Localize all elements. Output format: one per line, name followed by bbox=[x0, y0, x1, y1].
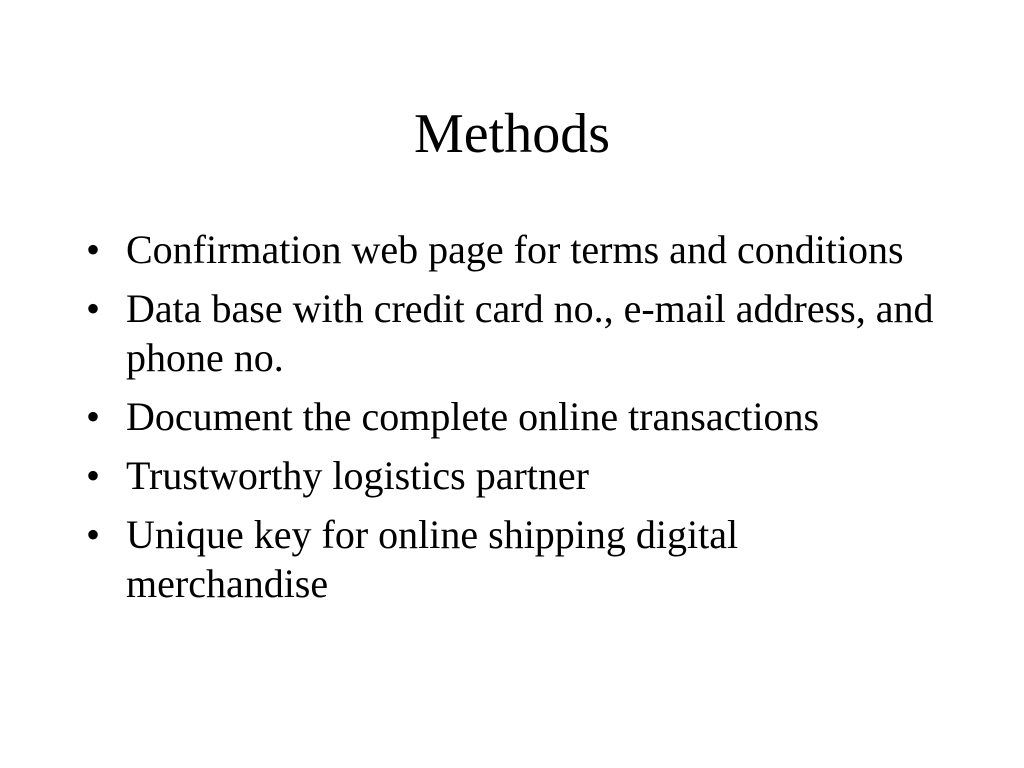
bullet-text: Confirmation web page for terms and conditions bbox=[126, 227, 904, 272]
bullet-item bbox=[86, 510, 946, 608]
bullet-marker: • bbox=[86, 453, 101, 498]
bullet-item bbox=[86, 284, 946, 382]
bullet-marker: • bbox=[86, 227, 101, 272]
bullet-item bbox=[86, 225, 946, 274]
bullet-item bbox=[86, 392, 946, 441]
bullet-marker: • bbox=[86, 512, 101, 557]
bullet-text: Document the complete online transactions bbox=[126, 394, 820, 439]
bullet-text: Data base with credit card no., e-mail address, and phone no. bbox=[126, 286, 934, 380]
bullet-marker: • bbox=[86, 286, 101, 331]
bullet-marker: • bbox=[86, 394, 101, 439]
bullet-item bbox=[86, 451, 946, 500]
bullet-text: Unique key for online shipping digital merchandise bbox=[126, 512, 739, 606]
slide-title: Methods bbox=[414, 103, 610, 165]
bullet-text: Trustworthy logistics partner bbox=[126, 453, 589, 498]
bullet-list bbox=[86, 225, 946, 618]
